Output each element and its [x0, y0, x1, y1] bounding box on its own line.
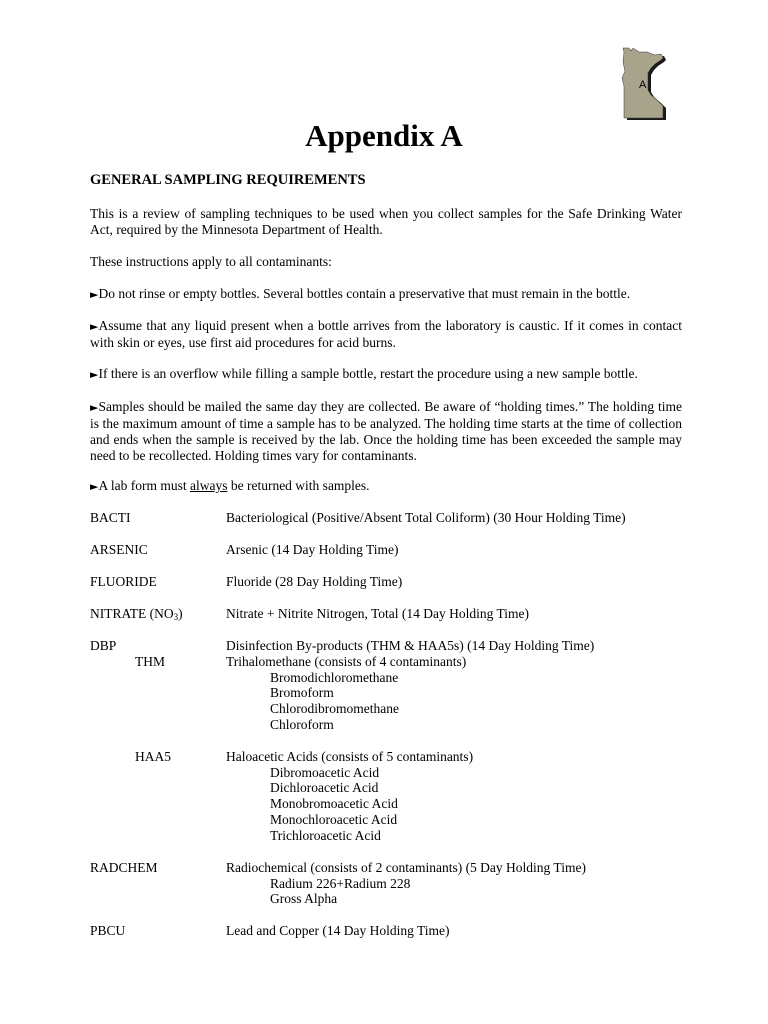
intro-text: This is a review of sampling techniques to be used when you collect samples for the Safe Drinking Water Act, required by the Minnesota Department of Health. [90, 206, 682, 237]
desc-bacti: Bacteriological (Positive/Absent Total Coliform) (30 Hour Holding Time) [226, 510, 626, 525]
haa5-item: Dichloroacetic Acid [270, 780, 379, 795]
logo-letter: A [639, 79, 647, 91]
radchem-item: Radium 226+Radium 228 [270, 876, 411, 891]
desc-arsenic: Arsenic (14 Day Holding Time) [226, 542, 399, 557]
desc-thm: Trihalomethane (consists of 4 contaminants) [226, 654, 467, 669]
haa5-item: Monochloroacetic Acid [270, 812, 398, 827]
bullet-marker: ► [90, 368, 99, 381]
code-pbcu: PBCU [90, 923, 126, 938]
code-fluoride: FLUORIDE [90, 574, 157, 589]
desc-pbcu: Lead and Copper (14 Day Holding Time) [226, 923, 450, 938]
code-haa5: HAA5 [135, 749, 171, 764]
bullet-text: If there is an overflow while filling a sample bottle, restart the procedure using a new sample bottle. [98, 366, 638, 381]
bullet-2 [90, 318, 682, 351]
code-dbp: DBP [90, 638, 117, 653]
thm-item: Bromodichloromethane [270, 670, 399, 685]
code-bacti: BACTI [90, 510, 131, 525]
thm-item: Bromoform [270, 685, 334, 700]
thm-item: Chloroform [270, 717, 334, 732]
desc-nitrate: Nitrate + Nitrite Nitrogen, Total (14 Day Holding Time) [226, 606, 530, 621]
bullet-text-underline: always [189, 478, 228, 493]
code-arsenic: ARSENIC [90, 542, 148, 557]
apply-paragraph [90, 254, 682, 270]
bullet-3 [90, 366, 682, 383]
desc-haa5: Haloacetic Acids (consists of 5 contaminants) [226, 749, 474, 764]
code-radchem: RADCHEM [90, 860, 158, 875]
minnesota-state-logo [617, 46, 667, 120]
radchem-item: Gross Alpha [270, 891, 338, 906]
bullet-marker: ► [90, 320, 99, 333]
desc-dbp: Disinfection By-products (THM & HAA5s) (14 Day Holding Time) [226, 638, 595, 653]
code-nitrate-pre: NITRATE (NO [90, 606, 174, 621]
apply-text: These instructions apply to all contaminants: [90, 254, 332, 269]
thm-item: Chlorodibromomethane [270, 701, 399, 716]
haa5-item: Trichloroacetic Acid [270, 828, 381, 843]
bullet-4 [90, 399, 682, 464]
bullet-1 [90, 286, 682, 303]
haa5-item: Monobromoacetic Acid [270, 796, 398, 811]
bullet-text-pre: A lab form must [98, 478, 190, 493]
intro-paragraph [90, 206, 682, 238]
bullet-text: Samples should be mailed the same day they are collected. Be aware of “holding times.” The holding time is the maximum amount of time a sample has to be analyzed. The holding time starts at the time of collection and ends when the sample is received by the lab. Once the holding time has been exceeded the sample may need to be recollected. Holding times vary for contaminants. [90, 399, 682, 463]
desc-fluoride: Fluoride (28 Day Holding Time) [226, 574, 403, 589]
bullet-5 [90, 478, 682, 495]
page-title: Appendix A [305, 118, 463, 153]
bullet-marker: ► [90, 480, 99, 493]
haa5-item: Dibromoacetic Acid [270, 765, 380, 780]
desc-radchem: Radiochemical (consists of 2 contaminants) (5 Day Holding Time) [226, 860, 586, 875]
bullet-text-post: be returned with samples. [227, 478, 370, 493]
bullet-marker: ► [90, 288, 99, 301]
bullet-text: Do not rinse or empty bottles. Several bottles contain a preservative that must remain in the bottle. [98, 286, 631, 301]
code-nitrate [90, 606, 183, 622]
code-nitrate-subscript: 3 [173, 612, 179, 622]
code-nitrate-post: ) [178, 606, 183, 621]
bullet-marker: ► [90, 401, 99, 414]
section-heading: GENERAL SAMPLING REQUIREMENTS [90, 172, 366, 188]
bullet-text: Assume that any liquid present when a bottle arrives from the laboratory is caustic. If it comes in contact with skin or eyes, use first aid procedures for acid burns. [90, 318, 682, 350]
code-thm: THM [135, 654, 165, 669]
